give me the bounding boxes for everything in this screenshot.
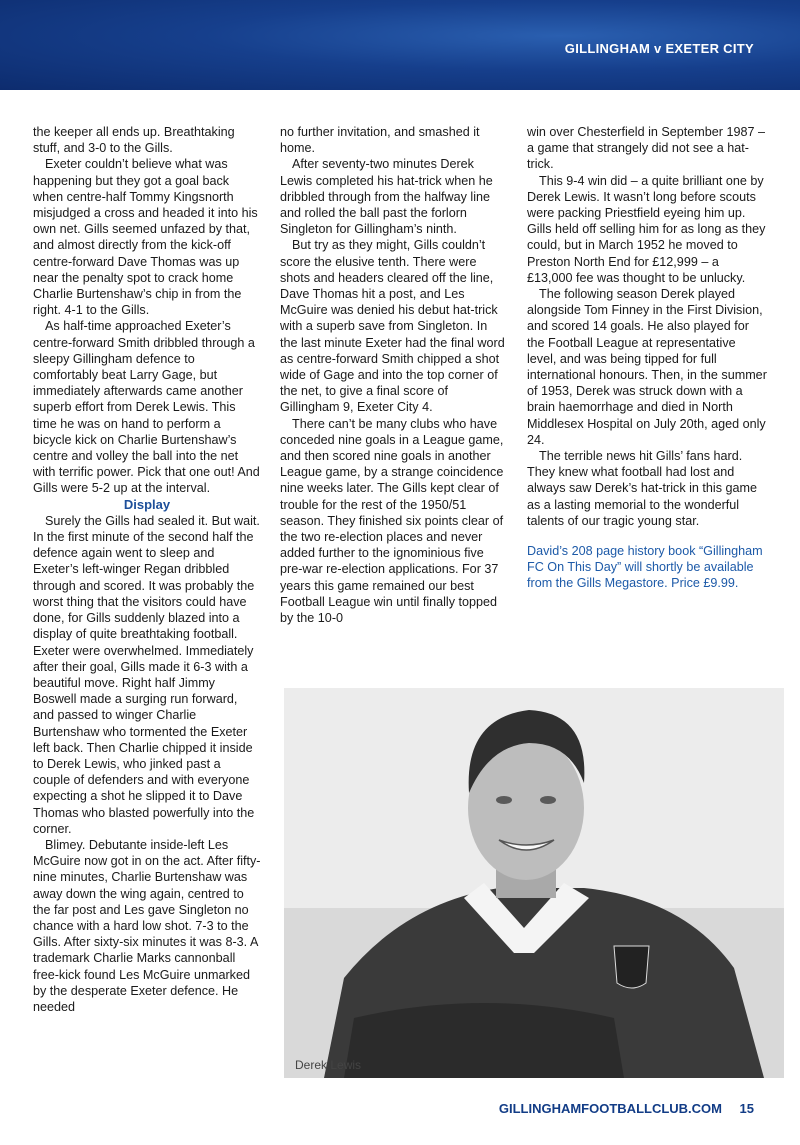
paragraph: Exeter couldn’t believe what was happening but they got a goal back when centre-half Tommy Kingsnorth misjudged a cross and headed it into his own net. Gills seemed unfazed by that, and almost directly from the kick-off centre-forward Dave Thomas was up near the penalty spot to crack home Charlie Burtenshaw’s chip in from the right. 4-1 to the Gills. [33,157,258,318]
paragraph: the keeper all ends up. Breathtaking stuff, and 3-0 to the Gills. [33,125,235,156]
article-column-3 [527,124,767,592]
paragraph: win over Chesterfield in September 1987 – a game that strangely did not see a hat-trick. [527,125,766,172]
paragraph: Surely the Gills had sealed it. But wait. In the first minute of the second half the defence again went to sleep and Exeter’s left-winger Regan dribbled through and scored. It was probably the worst thing that the visitors could have done, for Gills suddenly blazed into a display of quite breathtaking football. Exeter were overwhelmed. Immediately after their goal, Gills made it 6-3 with a beautiful move. Right half Jimmy Boswell made a surging run forward, and passed to winger Charlie Burtenshaw who tormented the Exeter left back. Then Charlie chipped it inside to Derek Lewis, who jinked past a couple of defenders and with everyone expecting a shot he slipped it to Dave Thomas who blasted powerfully into the corner. [33,513,260,836]
player-photo [284,688,784,1078]
paragraph: The terrible news hit Gills’ fans hard. They knew what football had lost and always saw Derek’s hat-trick in this game as a lasting memorial to the wonderful talents of our tragic young star. [527,449,758,528]
paragraph: no further invitation, and smashed it home. [280,125,480,156]
article-column-1 [33,124,261,1015]
footer-website: GILLINGHAMFOOTBALLCLUB.COM [498,1101,722,1116]
paragraph: Blimey. Debutante inside-left Les McGuire now got in on the act. After fifty-nine minutes, Charlie Burtenshaw was away down the wing again, centred to the far post and Les gave Singleton no chance with a hard low shot. 7-3 to the Gills. After sixty-six minutes it was 8-3. A trademark Charlie Marks cannonball free-kick found Les McGuire unmarked by the desperate Exeter defence. He needed [33,837,261,1014]
book-promo-text: David’s 208 page history book “Gillingham FC On This Day” will shortly be available from the Gills Megastore. Price £9.99. [527,544,763,591]
paragraph: After seventy-two minutes Derek Lewis completed his hat-trick when he dribbled through from the halfway line and rolled the ball past the forlorn Singleton for Gillingham’s ninth. [280,157,493,237]
paragraph: The following season Derek played alongside Tom Finney in the First Division, and scored 14 goals. He also played for the Football League at representative level, and was being tipped for full international honours. Then, in the summer of 1953, Derek was struck down with a brain haemorrhage and died in North Middlesex Hospital on July 20th, aged only 24. [527,287,767,447]
article-column-2 [280,124,508,626]
paragraph: This 9-4 win did – a quite brilliant one by Derek Lewis. It wasn’t long before scouts were packing Priestfield eyeing him up. Gills held off selling him for as long as they could, but in March 1952 he moved to Preston North End for £12,999 – a £13,000 fee was thought to be unlucky. [527,173,766,285]
player-portrait-illustration [284,688,784,1078]
paragraph: As half-time approached Exeter’s centre-forward Smith dribbled through a sleepy Gillingham defence to comfortably beat Larry Gage, but immediately afterwards came another superb effort from Derek Lewis. This time he was on hand to perform a bicycle kick on Charlie Burtenshaw’s centre and volley the ball into the net with terrific power. Pick that one out! And Gills were 5-2 up at the interval. [33,319,260,496]
photo-caption: Derek Lewis [295,1058,362,1072]
paragraph: There can’t be many clubs who have conceded nine goals in a League game, and then scored nine goals in another League game, by a strange coincidence nine weeks later. The Gills kept clear of trouble for the rest of the 1950/51 season. They finished six points clear of the two re-election places and never added further to the ignominious five pre-war re-election applications. For 37 years this game remained our best Football League win until finally topped by the 10-0 [280,416,504,626]
paragraph: But try as they might, Gills couldn’t score the elusive tenth. There were shots and headers cleared off the line, Dave Thomas hit a post, and Les McGuire was denied his debut hat-trick with a superb save from Singleton. In the last minute Exeter had the final word as centre-forward Smith chipped a shot wide of Gage and into the top corner of the net, to give a final score of Gillingham 9, Exeter City 4. [280,238,505,415]
running-header-title: GILLINGHAM v EXETER CITY [564,41,754,56]
page-number: 15 [739,1101,754,1116]
subheading: Display [123,496,171,512]
